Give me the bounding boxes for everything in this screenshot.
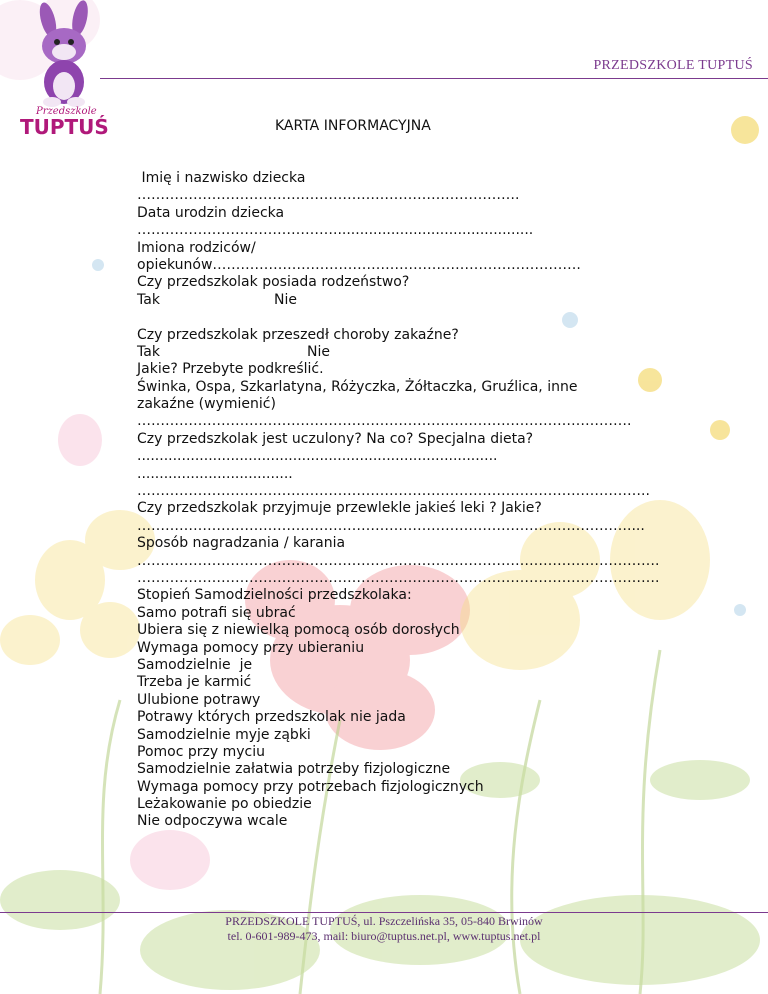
document-title: KARTA INFORMACYJNA bbox=[275, 118, 431, 134]
disease-no: Nie bbox=[307, 343, 330, 360]
diseases-list: Świnka, Ospa, Szkarlatyna, Różyczka, Żółtaczka, Gruźlica, inne bbox=[137, 378, 578, 395]
footer-address: PRZEDSZKOLE TUPTUŚ, ul. Pszczelińska 35, 05-840 Brwinów bbox=[225, 914, 543, 928]
allergy-dots-3: ……………………………………………………………………………………………….. bbox=[137, 483, 650, 500]
reward-dots-1: …………………………………………………………………………………………………. bbox=[137, 552, 660, 569]
meds-dots: …………………………………………………………………………………………….... bbox=[137, 517, 645, 534]
list-item: Samo potrafi się ubrać bbox=[137, 604, 296, 621]
independence-title: Stopień Samodzielności przedszkolaka: bbox=[137, 587, 412, 604]
list-item: Leżakowanie po obiedzie bbox=[137, 796, 312, 813]
form-body bbox=[137, 170, 737, 831]
name-dots: ………………………………………………………………………. bbox=[137, 187, 520, 204]
siblings-no: Nie bbox=[274, 291, 297, 308]
list-item: Samodzielnie załatwia potrzeby fizjologiczne bbox=[137, 761, 451, 778]
reward-dots-2: …………………………………………………………………………………………………. bbox=[137, 569, 660, 586]
footer-contact: tel. 0-601-989-473, mail: biuro@tuptus.net.pl, www.tuptus.net.pl bbox=[227, 929, 541, 943]
footer-rule bbox=[0, 912, 768, 913]
siblings-yes: Tak bbox=[137, 291, 160, 308]
list-item: Wymaga pomocy przy potrzebach fizjologicznych bbox=[137, 778, 484, 795]
disease-yes: Tak bbox=[137, 343, 160, 360]
siblings-options bbox=[137, 292, 737, 309]
list-item: Nie odpoczywa wcale bbox=[137, 813, 288, 830]
header-school-name: PRZEDSZKOLE TUPTUŚ bbox=[593, 58, 753, 73]
tuptus-logo bbox=[18, 0, 113, 140]
disease-options bbox=[137, 344, 737, 361]
allergy-question: Czy przedszkolak jest uczulony? Na co? Specjalna dieta? bbox=[137, 430, 534, 447]
diseases-list-cont: zakaźne (wymienić) bbox=[137, 396, 276, 413]
name-label: Imię i nazwisko dziecka bbox=[141, 170, 306, 186]
list-item: Potrawy których przedszkolak nie jada bbox=[137, 709, 406, 726]
allergy-dots-1: ................................................................................. bbox=[137, 448, 498, 465]
meds-question: Czy przedszkolak przyjmuje przewlekle jakieś leki ? Jakie? bbox=[137, 500, 542, 517]
header-rule bbox=[100, 78, 768, 79]
parents-dots: opiekunów……………………………………………………………………. bbox=[137, 256, 581, 273]
list-item: Pomoc przy myciu bbox=[137, 743, 265, 760]
siblings-question: Czy przedszkolak posiada rodzeństwo? bbox=[137, 274, 410, 291]
birth-label: Data urodzin dziecka bbox=[137, 204, 285, 221]
reward-label: Sposób nagradzania / karania bbox=[137, 535, 346, 552]
list-item: Wymaga pomocy przy ubieraniu bbox=[137, 639, 365, 656]
birth-dots: ……………………………………............................................. bbox=[137, 222, 534, 239]
diseases-dots: ……………………………………………………………………………………………. bbox=[137, 413, 632, 430]
which-question: Jakie? Przebyte podkreślić. bbox=[137, 361, 324, 378]
list-item: Ubiera się z niewielką pomocą osób dorosłych bbox=[137, 622, 460, 639]
parents-label: Imiona rodziców/ bbox=[137, 239, 256, 256]
disease-question: Czy przedszkolak przeszedł choroby zakaźne? bbox=[137, 326, 459, 343]
list-item: Samodzielnie je bbox=[137, 656, 253, 673]
list-item: Trzeba je karmić bbox=[137, 674, 252, 691]
list-item: Samodzielnie myje ząbki bbox=[137, 726, 311, 743]
list-item: Ulubione potrawy bbox=[137, 691, 261, 708]
logo-text-bottom: TUPTUŚ bbox=[20, 115, 109, 139]
logo-text-top: Przedszkole bbox=[36, 106, 97, 117]
allergy-dots-2: ................................... bbox=[137, 465, 293, 482]
